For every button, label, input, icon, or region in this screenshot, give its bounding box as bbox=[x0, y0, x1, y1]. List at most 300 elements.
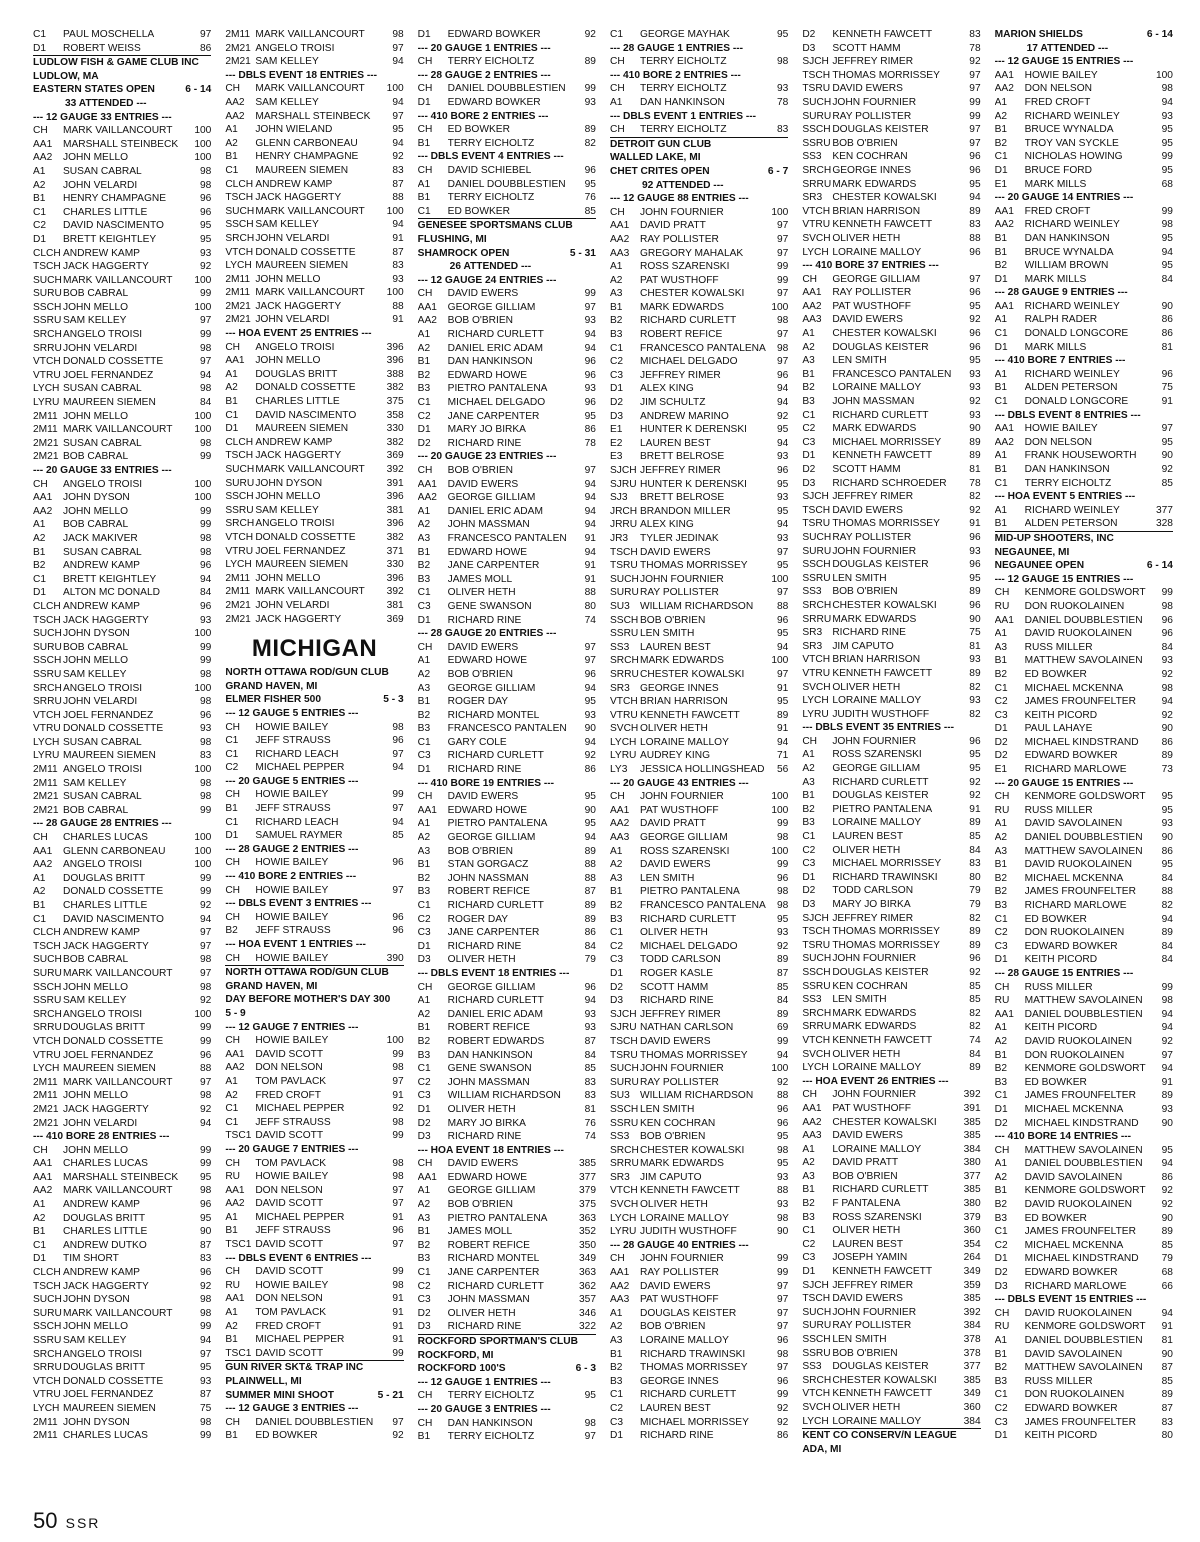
shooter-name: DANIEL ERIC ADAM bbox=[447, 1008, 543, 1020]
score: 81 bbox=[969, 640, 981, 652]
shooter-name: ANGELO TROISI bbox=[255, 341, 335, 353]
result-row bbox=[995, 1361, 1173, 1375]
class-code: SURU bbox=[33, 1307, 62, 1319]
score: 95 bbox=[584, 818, 596, 830]
result-row bbox=[225, 748, 403, 762]
class-code: SSRU bbox=[33, 1335, 62, 1346]
score: 66 bbox=[1161, 1280, 1173, 1292]
score: 100 bbox=[771, 1063, 789, 1075]
shooter-name: EDWARD BOWKER bbox=[1024, 750, 1118, 762]
class-code: B1 bbox=[994, 518, 1008, 530]
result-row bbox=[610, 1130, 788, 1144]
score: 97 bbox=[392, 748, 404, 760]
shooter-name: DONALD COSSETTE bbox=[255, 246, 356, 258]
class-code: C2 bbox=[417, 1280, 431, 1292]
score: 392 bbox=[386, 586, 404, 598]
shooter-name: EDWARD HOWE bbox=[447, 546, 528, 558]
score: 92 bbox=[1161, 1185, 1173, 1197]
score: 92 bbox=[776, 940, 789, 952]
class-code: E1 bbox=[994, 178, 1008, 190]
class-code: SSCH bbox=[802, 559, 831, 571]
score: 87 bbox=[199, 1239, 212, 1251]
result-row bbox=[802, 42, 980, 56]
class-code: SVCH bbox=[609, 723, 639, 735]
shooter-name: JAMES FROUNFELTER bbox=[1024, 886, 1136, 898]
result-row bbox=[995, 82, 1173, 96]
shooter-name: FRANCESCO PANTALEN bbox=[832, 368, 952, 380]
shooter-name: MARK VAILLANCOURT bbox=[63, 125, 173, 137]
class-code: AA2 bbox=[33, 152, 53, 164]
score: 95 bbox=[584, 178, 596, 190]
shooter-name: PAT WUSTHOFF bbox=[832, 1102, 911, 1114]
score: 98 bbox=[199, 1185, 212, 1197]
class-code: D1 bbox=[802, 1266, 816, 1278]
result-row bbox=[610, 967, 788, 981]
result-row bbox=[610, 96, 788, 110]
result-row bbox=[995, 381, 1173, 395]
result-row bbox=[225, 545, 403, 559]
class-code: B1 bbox=[802, 1184, 815, 1196]
score: 84 bbox=[199, 397, 212, 409]
class-code: C1 bbox=[225, 735, 239, 747]
result-row bbox=[33, 913, 211, 927]
result-row bbox=[418, 342, 596, 356]
score: 79 bbox=[584, 954, 596, 966]
shooter-name: JUDITH WUSTHOFF bbox=[832, 708, 930, 720]
shooter-name: HOWIE BAILEY bbox=[255, 1279, 329, 1291]
score: 91 bbox=[776, 682, 789, 694]
class-code: LYCH bbox=[225, 260, 252, 272]
result-row bbox=[225, 884, 403, 898]
shooter-name: BOB CABRAL bbox=[63, 641, 129, 653]
result-row bbox=[33, 410, 211, 424]
shoot-title bbox=[225, 1389, 403, 1403]
shooter-name: JOHN MELLO bbox=[63, 410, 129, 422]
score: 98 bbox=[392, 1171, 404, 1183]
class-code: SS3 bbox=[609, 641, 630, 653]
result-row bbox=[995, 449, 1173, 463]
shooter-name: BOB CABRAL bbox=[63, 288, 129, 300]
class-code: CH bbox=[225, 857, 241, 869]
score: 99 bbox=[584, 288, 596, 300]
shooter-name: ANDREW KAMP bbox=[63, 247, 140, 259]
result-row bbox=[418, 396, 596, 410]
shooter-name: RICHARD WEINLEY bbox=[1024, 504, 1120, 516]
shooter-name: GLENN CARBONEAU bbox=[63, 845, 166, 857]
score: 94 bbox=[392, 816, 404, 828]
score: 96 bbox=[392, 911, 404, 923]
score: 91 bbox=[1161, 1321, 1173, 1333]
score: 96 bbox=[199, 193, 212, 205]
class-code: AA1 bbox=[802, 287, 822, 299]
shooter-name: TERRY EICHOLTZ bbox=[447, 56, 535, 68]
shooter-name: KENNETH FAWCETT bbox=[832, 1034, 933, 1046]
shooter-name: EDWARD BOWKER bbox=[1024, 940, 1118, 952]
score: 99 bbox=[199, 1321, 212, 1333]
shooter-name: ROBERT REFICE bbox=[447, 886, 530, 898]
result-row bbox=[225, 273, 403, 287]
score: 89 bbox=[1161, 1226, 1173, 1238]
score: 100 bbox=[194, 274, 212, 286]
result-row bbox=[995, 1171, 1173, 1185]
shooter-name: ANGELO TROISI bbox=[63, 329, 143, 341]
event-header: --- 20 GAUGE 3 ENTRIES --- bbox=[417, 1403, 551, 1415]
shooter-name: SAM KELLEY bbox=[63, 315, 127, 327]
shooter-name: SCOTT HAMM bbox=[639, 981, 709, 993]
score: 96 bbox=[969, 341, 981, 353]
event-header: --- DBLS EVENT 18 ENTRIES --- bbox=[225, 69, 378, 81]
class-code: VTCH bbox=[33, 709, 61, 721]
score: 97 bbox=[199, 967, 212, 979]
score: 96 bbox=[776, 465, 789, 476]
score: 86 bbox=[1161, 736, 1173, 748]
score: 89 bbox=[584, 845, 596, 857]
score: 99 bbox=[776, 274, 789, 286]
result-row bbox=[995, 831, 1173, 845]
class-code: B2 bbox=[802, 1198, 815, 1210]
class-code: SSCH bbox=[609, 614, 639, 626]
class-code: SVCH bbox=[802, 232, 831, 244]
shooter-name: ALTON MC DONALD bbox=[63, 587, 160, 599]
result-row bbox=[610, 396, 788, 410]
score: 79 bbox=[1161, 1253, 1173, 1265]
score: 95 bbox=[969, 749, 981, 761]
result-row bbox=[610, 1334, 788, 1348]
class-code: SJCH bbox=[802, 1279, 829, 1291]
result-row bbox=[610, 899, 788, 913]
result-row bbox=[995, 981, 1173, 995]
class-code: B1 bbox=[994, 859, 1008, 871]
class-code: A1 bbox=[609, 1307, 623, 1319]
result-row bbox=[33, 342, 211, 356]
shooter-name: JESSICA HOLLINGSHEAD bbox=[639, 764, 765, 776]
result-row bbox=[418, 926, 596, 940]
result-row bbox=[802, 925, 980, 939]
class-code: AA2 bbox=[994, 436, 1014, 448]
score: 96 bbox=[776, 1335, 789, 1346]
score: 95 bbox=[1161, 260, 1173, 272]
class-code: AA1 bbox=[609, 804, 630, 816]
score: 98 bbox=[776, 315, 789, 327]
class-code: A1 bbox=[225, 1307, 238, 1319]
score: 100 bbox=[194, 1008, 212, 1020]
result-row bbox=[418, 505, 596, 519]
class-code: B1 bbox=[994, 382, 1008, 394]
class-code: AA1 bbox=[225, 1048, 245, 1060]
class-code: B3 bbox=[994, 1375, 1008, 1387]
shooter-name: MARK MILLS bbox=[1024, 273, 1087, 285]
score: 100 bbox=[194, 628, 212, 640]
shooter-name: DAVID EWERS bbox=[447, 641, 519, 653]
result-row bbox=[802, 545, 980, 559]
score: 98 bbox=[199, 1416, 212, 1428]
score: 97 bbox=[392, 1416, 404, 1428]
shooter-name: MARK VAILLANCOURT bbox=[63, 1185, 173, 1197]
result-row bbox=[33, 1184, 211, 1198]
shooter-name: BOB O'BRIEN bbox=[447, 845, 514, 857]
shooter-name: JUDITH WUSTHOFF bbox=[639, 1226, 737, 1238]
shooter-name: RAY POLLISTER bbox=[832, 1320, 912, 1332]
result-row bbox=[802, 300, 980, 314]
result-row bbox=[995, 1021, 1173, 1035]
score: 88 bbox=[584, 872, 596, 884]
score: 96 bbox=[776, 1103, 789, 1115]
shooter-name: TYLER JEDINAK bbox=[639, 532, 719, 544]
score: 362 bbox=[578, 1280, 596, 1292]
shooter-name: TERRY EICHOLTZ bbox=[447, 1431, 535, 1443]
shooter-name: DAVID PRATT bbox=[639, 220, 706, 232]
score: 396 bbox=[386, 341, 404, 353]
shooter-name: JOHN DYSON bbox=[255, 477, 323, 489]
shooter-name: JOHN MELLO bbox=[63, 1321, 129, 1333]
shooter-name: KENNETH FAWCETT bbox=[639, 709, 740, 721]
score: 86 bbox=[776, 1430, 789, 1442]
result-row bbox=[225, 1157, 403, 1171]
result-row bbox=[225, 1061, 403, 1075]
score: 392 bbox=[386, 464, 404, 475]
class-code: AA1 bbox=[802, 1102, 822, 1114]
result-row bbox=[610, 369, 788, 383]
score: 96 bbox=[969, 287, 981, 299]
score: 94 bbox=[199, 1117, 212, 1129]
class-code: A1 bbox=[417, 505, 431, 517]
shooter-name: BOB O'BRIEN bbox=[447, 465, 514, 476]
score: 86 bbox=[1161, 314, 1173, 326]
shooter-name: LEN SMITH bbox=[639, 1103, 695, 1115]
score: 100 bbox=[194, 138, 212, 150]
shooter-name: JACK HAGGERTY bbox=[255, 300, 342, 312]
shooter-name: MAUREEN SIEMEN bbox=[255, 559, 349, 571]
shooter-name: MARSHALL STEINBECK bbox=[63, 1171, 179, 1183]
shooter-name: MICHAEL PEPPER bbox=[255, 1334, 345, 1346]
shooter-name: ROSS SZARENSKI bbox=[832, 1211, 922, 1223]
result-row bbox=[225, 585, 403, 599]
class-code: D1 bbox=[994, 1253, 1008, 1265]
class-code: AA1 bbox=[609, 1267, 630, 1279]
result-row bbox=[225, 55, 403, 69]
shooter-name: LORAINE MALLOY bbox=[639, 1212, 729, 1224]
class-code: A3 bbox=[609, 1335, 623, 1346]
score: 100 bbox=[771, 804, 789, 816]
shooter-name: ANDREW KAMP bbox=[63, 927, 140, 939]
result-row bbox=[995, 1320, 1173, 1334]
class-code: SSCH bbox=[225, 491, 254, 503]
class-code: C3 bbox=[417, 600, 431, 612]
score: 93 bbox=[584, 1022, 596, 1034]
result-row bbox=[995, 69, 1173, 83]
class-code: AA1 bbox=[417, 301, 437, 313]
score: 92 bbox=[969, 776, 981, 788]
class-code: E3 bbox=[609, 451, 623, 463]
score: 83 bbox=[199, 1253, 212, 1265]
result-row bbox=[610, 1144, 788, 1158]
result-row bbox=[225, 191, 403, 205]
attendance: 26 ATTENDED --- bbox=[449, 261, 532, 273]
score: 92 bbox=[776, 410, 789, 422]
shooter-name: JOHN NASSMAN bbox=[447, 872, 529, 884]
result-row bbox=[802, 123, 980, 137]
shooter-name: GREGORY MAHALAK bbox=[639, 247, 744, 259]
result-row bbox=[33, 1239, 211, 1253]
result-row bbox=[995, 668, 1173, 682]
score: 97 bbox=[199, 315, 212, 327]
shooter-name: TROY VAN SYCKLE bbox=[1024, 137, 1119, 149]
result-row bbox=[995, 313, 1173, 327]
shooter-name: KENNETH FAWCETT bbox=[639, 1185, 740, 1197]
score: 98 bbox=[776, 832, 789, 844]
shooter-name: CHESTER KOWALSKI bbox=[832, 328, 937, 340]
shooter-name: DAVID SCOTT bbox=[255, 1266, 324, 1278]
result-row bbox=[33, 668, 211, 682]
score: 90 bbox=[969, 423, 981, 435]
result-row bbox=[418, 491, 596, 505]
result-row bbox=[418, 913, 596, 927]
score: 100 bbox=[771, 845, 789, 857]
event-header: --- 12 GAUGE 15 ENTRIES --- bbox=[994, 573, 1134, 585]
result-row bbox=[802, 531, 980, 545]
result-row bbox=[802, 1333, 980, 1347]
class-code: LYCH bbox=[802, 1062, 829, 1074]
result-row bbox=[802, 1061, 980, 1075]
result-row bbox=[418, 1157, 596, 1171]
shooter-name: JOHN MASSMAN bbox=[447, 519, 530, 531]
class-code: B3 bbox=[802, 1211, 815, 1223]
class-code: AA2 bbox=[33, 505, 53, 517]
shooter-name: KENMORE GOLDSWORT bbox=[1024, 1185, 1146, 1197]
class-code: C1 bbox=[417, 397, 431, 409]
class-code: TSCH bbox=[609, 546, 638, 558]
result-row bbox=[995, 1076, 1173, 1090]
score: 91 bbox=[584, 560, 596, 572]
shooter-name: ANDREW KAMP bbox=[63, 1267, 140, 1279]
score: 97 bbox=[776, 247, 789, 259]
class-code: D1 bbox=[417, 614, 431, 626]
class-code: SURU bbox=[609, 1076, 639, 1088]
score: 92 bbox=[776, 1402, 789, 1414]
score: 98 bbox=[776, 1348, 789, 1360]
class-code: 2M21 bbox=[225, 314, 251, 326]
score: 85 bbox=[1161, 1375, 1173, 1387]
shooter-name: ROBERT REFICE bbox=[447, 1239, 530, 1251]
result-row bbox=[802, 952, 980, 966]
shooter-name: RICHARD TRAWINSKI bbox=[639, 1348, 746, 1360]
score: 95 bbox=[969, 178, 981, 190]
score: 98 bbox=[392, 1157, 404, 1169]
score: 74 bbox=[584, 614, 596, 626]
event-header: --- 28 GAUGE 2 ENTRIES --- bbox=[225, 843, 359, 855]
result-row bbox=[225, 341, 403, 355]
result-row bbox=[802, 1183, 980, 1197]
class-code: D1 bbox=[417, 29, 431, 40]
class-code: D1 bbox=[417, 1103, 431, 1115]
shooter-name: JOEL FERNANDEZ bbox=[255, 545, 346, 557]
result-row bbox=[418, 423, 596, 437]
result-row bbox=[802, 1224, 980, 1238]
score: 96 bbox=[776, 1117, 789, 1129]
shooter-name: DAVID SCOTT bbox=[255, 1239, 324, 1251]
result-row bbox=[225, 463, 403, 477]
shooter-name: DAVID SAVOLAINEN bbox=[1024, 1348, 1123, 1360]
score: 99 bbox=[199, 1430, 212, 1442]
score: 97 bbox=[776, 1294, 789, 1306]
class-code: A1 bbox=[417, 1185, 431, 1197]
shooter-name: PAUL LAHAYE bbox=[1024, 723, 1093, 735]
score: 97 bbox=[584, 1431, 596, 1443]
result-row bbox=[418, 382, 596, 396]
result-row bbox=[802, 776, 980, 790]
shooter-name: THOMAS MORRISSEY bbox=[832, 518, 940, 530]
shooter-name: MAUREEN SIEMEN bbox=[63, 750, 156, 762]
class-code: SJRU bbox=[609, 478, 637, 490]
result-row bbox=[610, 260, 788, 274]
class-code: D1 bbox=[33, 587, 47, 599]
class-code: LYCH bbox=[33, 1402, 60, 1414]
shooter-name: DONALD LONGCORE bbox=[1024, 396, 1129, 408]
club-line: LUDLOW, MA bbox=[33, 70, 99, 82]
score: 100 bbox=[194, 492, 212, 504]
score: 95 bbox=[1161, 124, 1173, 136]
shoot-date: 6 - 3 bbox=[575, 1363, 596, 1375]
class-code: B3 bbox=[609, 913, 623, 925]
shooter-name: JIM CAPUTO bbox=[832, 640, 894, 652]
class-code: C1 bbox=[994, 1090, 1008, 1102]
class-code: LYCH bbox=[802, 1415, 829, 1427]
score: 99 bbox=[199, 804, 212, 816]
class-code: AA2 bbox=[225, 96, 245, 108]
shooter-name: DAVID EWERS bbox=[832, 1293, 903, 1305]
class-code: C1 bbox=[225, 816, 239, 828]
result-row bbox=[33, 1144, 211, 1158]
result-row bbox=[802, 1360, 980, 1374]
result-row bbox=[610, 382, 788, 396]
shooter-name: HOWIE BAILEY bbox=[255, 1035, 329, 1047]
result-row bbox=[802, 1374, 980, 1388]
shooter-name: JOHN DYSON bbox=[63, 1294, 130, 1306]
score: 94 bbox=[1161, 1063, 1173, 1075]
result-row bbox=[802, 1170, 980, 1184]
shooter-name: MICHAEL PEPPER bbox=[255, 1103, 345, 1115]
result-row bbox=[610, 274, 788, 288]
shooter-name: RICHARD CURLETT bbox=[639, 315, 737, 327]
shooter-name: HOWIE BAILEY bbox=[1024, 423, 1098, 435]
score: 85 bbox=[584, 1063, 596, 1075]
score: 97 bbox=[392, 884, 404, 896]
result-row bbox=[418, 858, 596, 872]
result-row bbox=[225, 1089, 403, 1103]
shooter-name: DANIEL ERIC ADAM bbox=[447, 342, 543, 354]
club-line: GRAND HAVEN, MI bbox=[225, 980, 318, 992]
result-row bbox=[418, 137, 596, 151]
shooter-name: DOUGLAS KEISTER bbox=[832, 124, 929, 136]
result-row bbox=[802, 1265, 980, 1279]
result-row bbox=[33, 981, 211, 995]
shooter-name: SUSAN CABRAL bbox=[63, 165, 142, 177]
score: 100 bbox=[386, 287, 404, 299]
score: 84 bbox=[1161, 641, 1173, 653]
result-row bbox=[802, 191, 980, 205]
result-row bbox=[610, 627, 788, 641]
shooter-name: ED BOWKER bbox=[1024, 1212, 1087, 1224]
score: 360 bbox=[963, 1225, 981, 1237]
score: 94 bbox=[392, 762, 404, 774]
result-row bbox=[610, 518, 788, 532]
shooter-name: ANDREW KAMP bbox=[255, 436, 333, 448]
shooter-name: CHARLES LITTLE bbox=[255, 396, 340, 408]
class-code: A1 bbox=[33, 165, 46, 177]
shoot-date: 5 - 3 bbox=[383, 694, 404, 706]
shooter-name: MAUREEN SIEMEN bbox=[255, 260, 349, 272]
shooter-name: LAUREN BEST bbox=[639, 641, 711, 653]
